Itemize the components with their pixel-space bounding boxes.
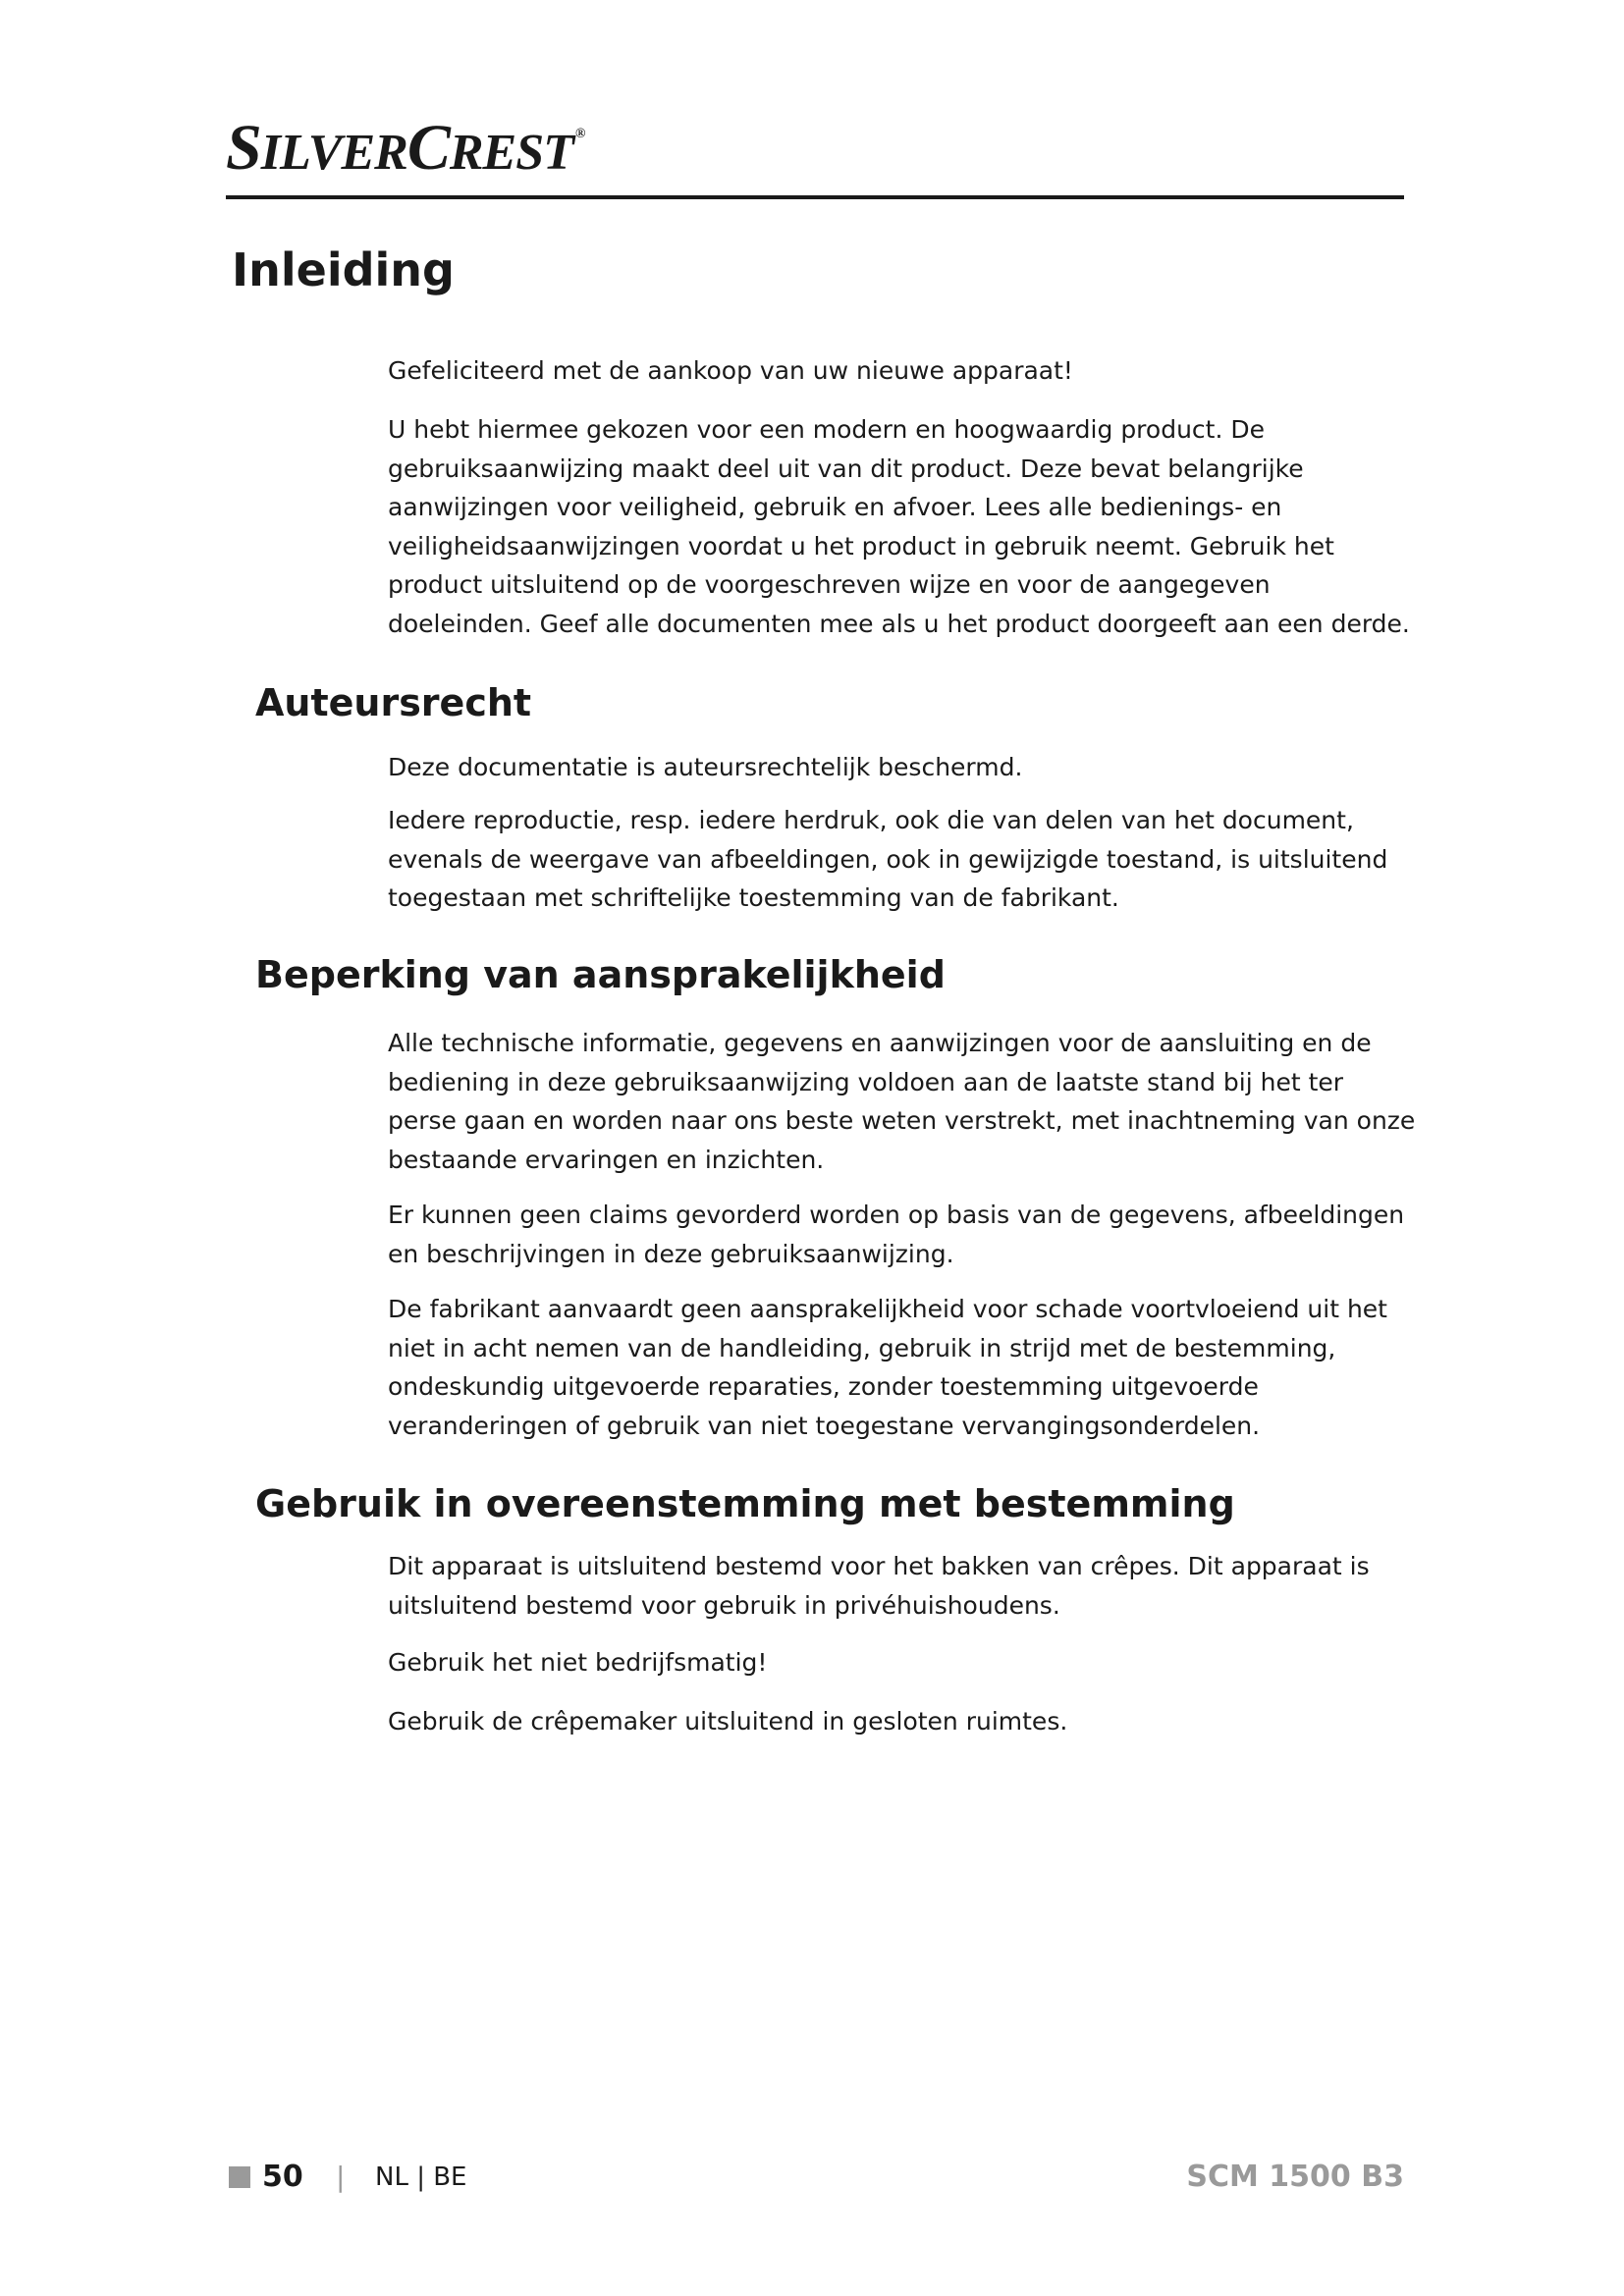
liability-heading: Beperking van aansprakelijkheid <box>255 953 946 996</box>
language-code: NL | BE <box>375 2163 467 2192</box>
intro-paragraph-2: U hebt hiermee gekozen voor een modern en hoogwaardig product. De gebruiksaanwijzing maakt deel uit van dit product. Deze bevat belangrijke aanwijzingen voor veiligheid, gebruik en afvoer. Lees alle bedienings- en veiligheidsaanwijzingen voordat u het product in gebruik neemt. Gebruik het product uitsluitend op de voorgeschreven wijze en voor de aangegeven doeleinden. Geef alle documenten mee als u het product doorgeeft aan een derde. <box>388 415 1410 638</box>
intended-use-paragraph-1: Dit apparaat is uitsluitend bestemd voor het bakken van crêpes. Dit apparaat is uitsluitend bestemd voor gebruik in privéhuishoudens. <box>388 1552 1370 1620</box>
header-rule <box>226 195 1404 199</box>
liability-paragraph-1: Alle technische informatie, gegevens en aanwijzingen voor de aansluiting en de bediening in deze gebruiksaanwijzing voldoen aan de laatste stand bij het ter perse gaan en worden naar ons beste weten verstrekt, met inachtneming van onze bestaande ervaringen en inzichten. <box>388 1029 1416 1174</box>
model-number: SCM 1500 B3 <box>1186 2160 1404 2194</box>
silvercrest-logo: SILVERCREST ® <box>226 112 585 184</box>
intended-use-paragraph-3: Gebruik de crêpemaker uitsluitend in gesloten ruimtes. <box>388 1707 1068 1735</box>
copyright-paragraph-2: Iedere reproductie, resp. iedere herdruk, ook die van delen van het document, evenals de weergave van afbeeldingen, ook in gewijzigde toestand, is uitsluitend toegestaan met schriftelijke toestemming van de fabrikant. <box>388 806 1388 912</box>
copyright-paragraph-1: Deze documentatie is auteursrechtelijk beschermd. <box>388 753 1023 781</box>
page-footer <box>226 2158 1404 2197</box>
footer-separator: | <box>336 2161 346 2193</box>
footer-square-icon <box>229 2166 250 2188</box>
intended-use-heading: Gebruik in overeenstemming met bestemming <box>255 1482 1235 1525</box>
intro-paragraph-1: Gefeliciteerd met de aankoop van uw nieuwe apparaat! <box>388 356 1073 385</box>
page-title: Inleiding <box>232 243 455 296</box>
page-number: 50 <box>262 2160 303 2194</box>
liability-paragraph-2: Er kunnen geen claims gevorderd worden op basis van de gegevens, afbeeldingen en beschrijvingen in deze gebruiksaanwijzing. <box>388 1201 1405 1268</box>
copyright-heading: Auteursrecht <box>255 681 532 724</box>
liability-paragraph-3: De fabrikant aanvaardt geen aansprakelijkheid voor schade voortvloeiend uit het niet in acht nemen van de handleiding, gebruik in strijd met de bestemming, ondeskundig uitgevoerde reparaties, zonder toestemming uitgevoerde veranderingen of gebruik van niet toegestane vervangingsonderdelen. <box>388 1295 1387 1440</box>
intended-use-paragraph-2: Gebruik het niet bedrijfsmatig! <box>388 1648 768 1677</box>
